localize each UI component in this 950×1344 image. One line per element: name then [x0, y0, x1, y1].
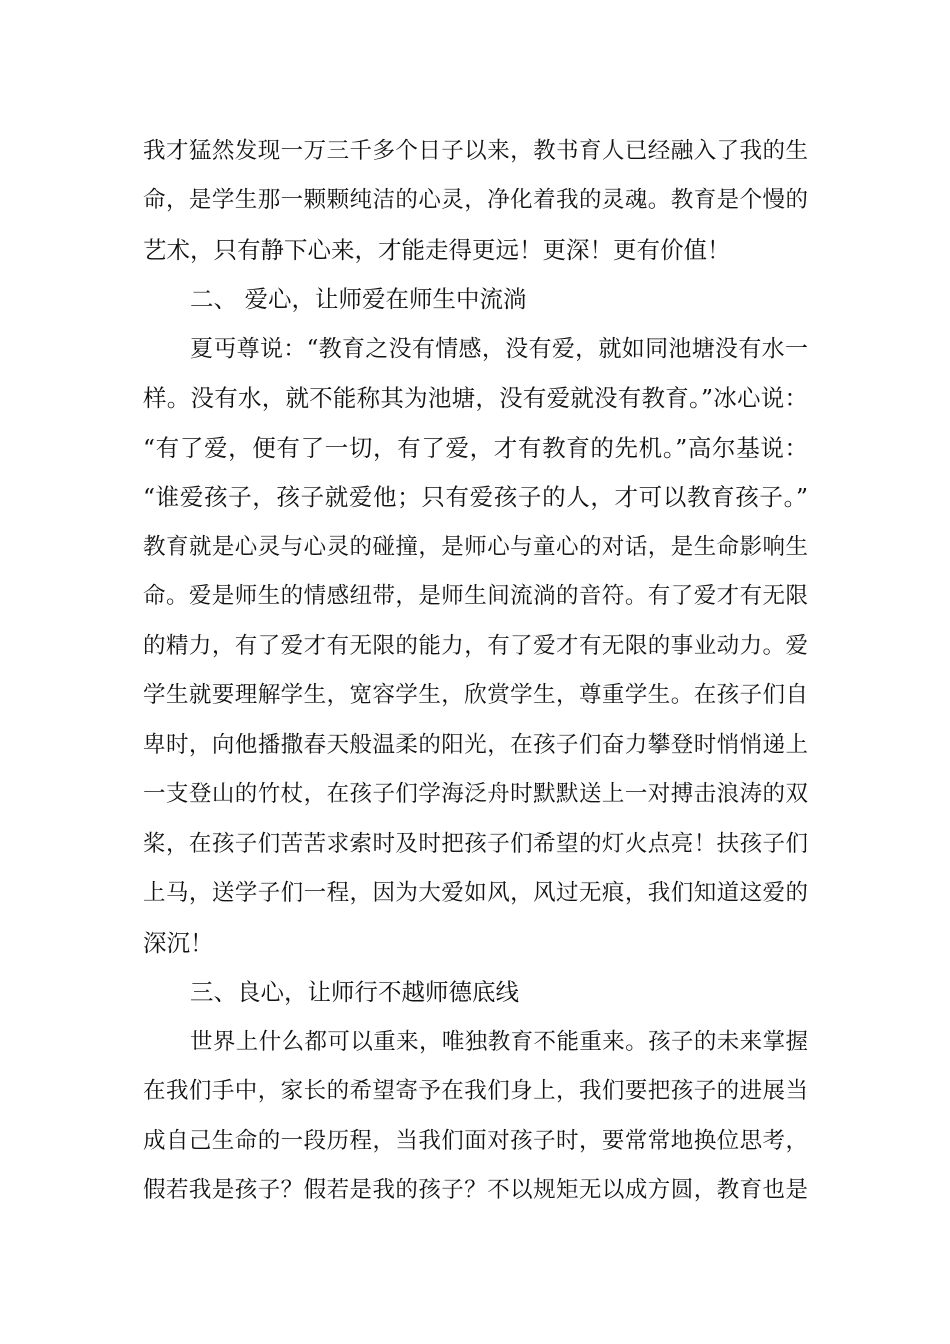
section-heading: 二、 爱心，让师爱在师生中流淌 — [190, 285, 527, 313]
paragraph-line: 上马，送学子们一程，因为大爱如风，风过无痕，我们知道这爱的 — [143, 880, 808, 906]
paragraph-line: 一支登山的竹杖，在孩子们学海泛舟时默默送上一对搏击浪涛的双 — [143, 781, 808, 807]
paragraph-line: “谁爱孩子，孩子就爱他；只有爱孩子的人，才可以教育孩子。” — [143, 483, 808, 511]
paragraph-line: 卑时，向他播撒春天般温柔的阳光，在孩子们奋力攀登时悄悄递上 — [143, 732, 808, 758]
paragraph-line: 夏丏尊说：“教育之没有情感，没有爱，就如同池塘没有水一 — [190, 336, 808, 362]
paragraph-line: 的精力，有了爱才有无限的能力，有了爱才有无限的事业动力。爱 — [143, 633, 808, 659]
paragraph-line: 教育就是心灵与心灵的碰撞，是师心与童心的对话，是生命影响生 — [143, 534, 808, 560]
paragraph-line: 命，是学生那一颗颗纯洁的心灵，净化着我的灵魂。教育是个慢的 — [143, 187, 808, 213]
section-heading: 三、良心，让师行不越师德底线 — [190, 978, 519, 1006]
paragraph-line: 成自己生命的一段历程，当我们面对孩子时，要常常地换位思考， — [143, 1128, 808, 1154]
paragraph-line: 样。没有水，就不能称其为池塘，没有爱就没有教育。”冰心说： — [143, 384, 808, 412]
paragraph-line: 深沉！ — [143, 929, 214, 957]
paragraph-line: 学生就要理解学生，宽容学生，欣赏学生，尊重学生。在孩子们自 — [143, 682, 808, 708]
paragraph-line: 我才猛然发现一万三千多个日子以来，教书育人已经融入了我的生 — [143, 138, 808, 164]
paragraph-line: 命。爱是师生的情感纽带，是师生间流淌的音符。有了爱才有无限 — [143, 583, 808, 609]
paragraph-line: “有了爱，便有了一切，有了爱，才有教育的先机。”高尔基说： — [143, 434, 808, 462]
paragraph-line: 桨，在孩子们苦苦求索时及时把孩子们希望的灯火点亮！扶孩子们 — [143, 831, 808, 857]
paragraph-line: 假若我是孩子？假若是我的孩子？不以规矩无以成方圆，教育也是 — [143, 1177, 808, 1203]
paragraph-line: 世界上什么都可以重来，唯独教育不能重来。孩子的未来掌握 — [190, 1029, 808, 1055]
paragraph-line: 在我们手中，家长的希望寄予在我们身上，我们要把孩子的进展当 — [143, 1078, 808, 1104]
paragraph-line: 艺术，只有静下心来，才能走得更远！更深！更有价值！ — [143, 236, 731, 264]
